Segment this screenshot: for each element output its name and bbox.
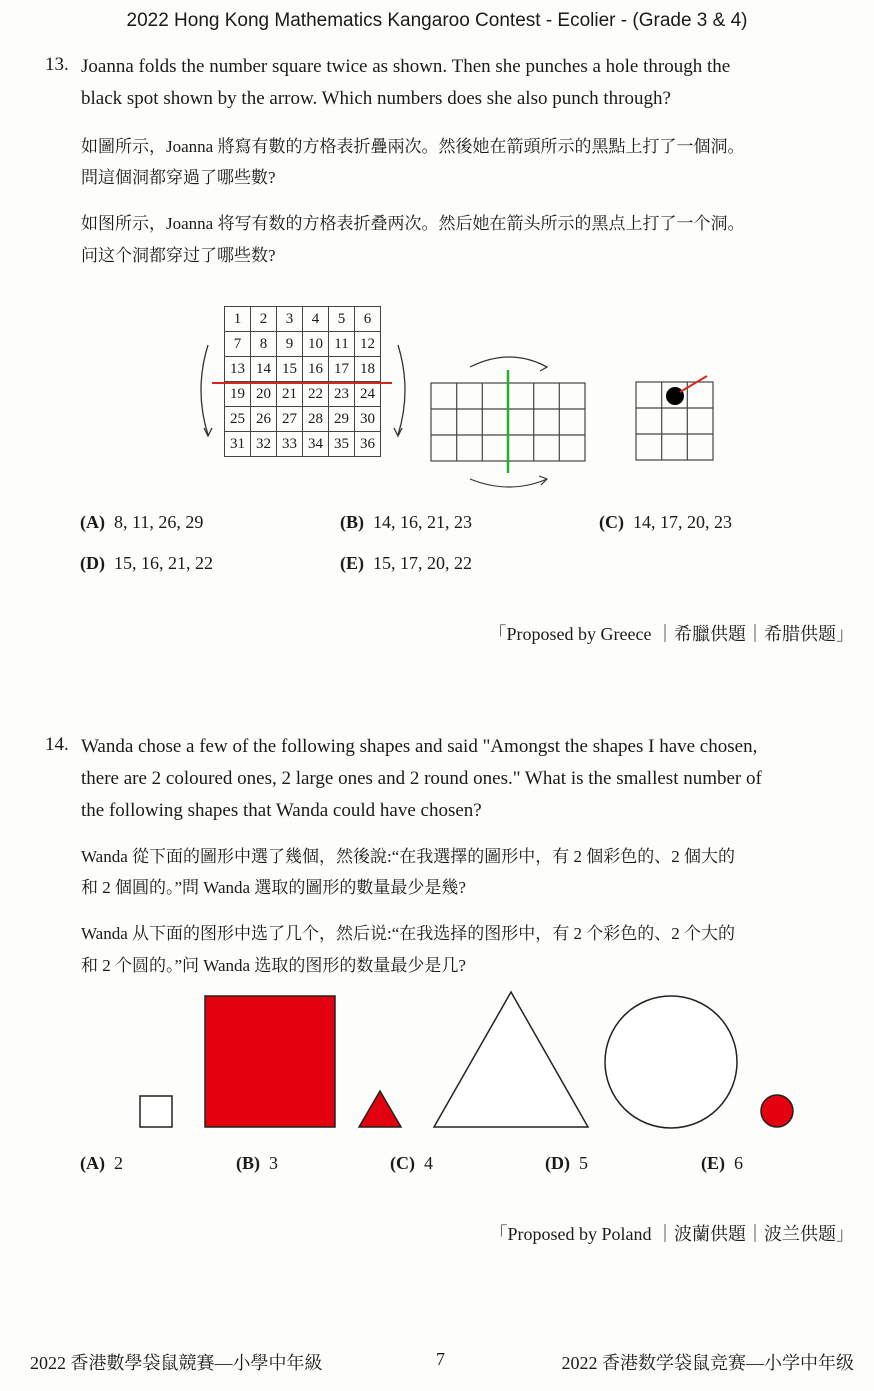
black-spot bbox=[666, 387, 684, 405]
grid-cell: 16 bbox=[303, 357, 329, 382]
chinese-traditional-line: 和 2 個圓的。”問 Wanda 選取的圖形的數量最少是幾? bbox=[81, 878, 466, 897]
grid-cell: 27 bbox=[277, 407, 303, 432]
grid-cell: 6 bbox=[355, 307, 381, 332]
proposed-by-credit: 「Proposed by Poland ｜波蘭供題｜波兰供题」 bbox=[489, 1224, 854, 1244]
question-number: 13. bbox=[45, 54, 69, 75]
question-text-line: the following shapes that Wanda could have chosen? bbox=[81, 800, 482, 821]
page-number: 7 bbox=[436, 1349, 445, 1369]
small-white-square bbox=[140, 1096, 172, 1127]
grid-cell: 34 bbox=[303, 432, 329, 457]
question-text-line: Wanda chose a few of the following shapes and said "Amongst the shapes I have chosen, bbox=[81, 736, 758, 757]
chinese-traditional-line: Wanda 從下面的圖形中選了幾個，然後說:“在我選擇的圖形中，有 2 個彩色的、2 個大的 bbox=[81, 847, 736, 866]
question-number: 14. bbox=[45, 734, 69, 755]
option-value: 15, 16, 21, 22 bbox=[114, 553, 213, 573]
chinese-simplified-line: 如图所示，Joanna 将写有数的方格表折叠两次。然后她在箭头所示的黑点上打了一个洞。 bbox=[81, 214, 745, 233]
fold-arrow-right bbox=[398, 345, 405, 435]
large-red-square bbox=[205, 996, 335, 1127]
grid-cell: 21 bbox=[277, 382, 303, 407]
grid-cell: 36 bbox=[355, 432, 381, 457]
option-b[interactable] bbox=[236, 1153, 278, 1174]
grid-cell: 3 bbox=[277, 307, 303, 332]
grid-cell: 13 bbox=[225, 357, 251, 382]
grid-cell: 10 bbox=[303, 332, 329, 357]
option-label: (E) bbox=[701, 1153, 725, 1173]
small-red-triangle bbox=[359, 1091, 401, 1127]
fold-arrow-top bbox=[470, 357, 547, 367]
option-label: (E) bbox=[340, 553, 364, 573]
fold-arrow-left bbox=[201, 345, 208, 435]
grid-cell: 17 bbox=[329, 357, 355, 382]
grid-cell: 7 bbox=[225, 332, 251, 357]
grid-cell: 24 bbox=[355, 382, 381, 407]
option-d[interactable] bbox=[80, 553, 213, 574]
option-label: (A) bbox=[80, 512, 105, 532]
option-a[interactable] bbox=[80, 1153, 123, 1174]
grid-cell: 5 bbox=[329, 307, 355, 332]
option-value: 6 bbox=[734, 1153, 743, 1173]
second-fold-diagram bbox=[425, 345, 595, 495]
chinese-simplified-line: 和 2 个圆的。”问 Wanda 选取的图形的数量最少是几? bbox=[81, 956, 466, 975]
option-value: 2 bbox=[114, 1153, 123, 1173]
option-e[interactable] bbox=[340, 553, 472, 574]
grid-cell: 12 bbox=[355, 332, 381, 357]
option-label: (D) bbox=[80, 553, 105, 573]
small-red-circle bbox=[761, 1095, 793, 1127]
option-value: 14, 17, 20, 23 bbox=[633, 512, 732, 532]
large-white-circle bbox=[605, 996, 737, 1128]
option-value: 14, 16, 21, 23 bbox=[373, 512, 472, 532]
option-value: 8, 11, 26, 29 bbox=[114, 512, 204, 532]
grid-cell: 29 bbox=[329, 407, 355, 432]
option-a[interactable] bbox=[80, 512, 203, 533]
chinese-traditional-line: 如圖所示，Joanna 將寫有數的方格表折疊兩次。然後她在箭頭所示的黑點上打了一個洞。 bbox=[81, 137, 745, 156]
grid-cell: 26 bbox=[251, 407, 277, 432]
grid-cell: 22 bbox=[303, 382, 329, 407]
question-text-line: black spot shown by the arrow. Which numbers does she also punch through? bbox=[81, 88, 671, 109]
grid-cell: 28 bbox=[303, 407, 329, 432]
first-fold-diagram bbox=[190, 300, 420, 470]
grid-cell: 30 bbox=[355, 407, 381, 432]
option-e[interactable] bbox=[701, 1153, 743, 1174]
grid-cell: 31 bbox=[225, 432, 251, 457]
footer-right: 2022 香港数学袋鼠竞赛—小学中年级 bbox=[561, 1353, 854, 1373]
option-label: (C) bbox=[599, 512, 624, 532]
grid-cell: 15 bbox=[277, 357, 303, 382]
grid-cell: 14 bbox=[251, 357, 277, 382]
option-label: (B) bbox=[236, 1153, 260, 1173]
option-b[interactable] bbox=[340, 512, 472, 533]
folded-result-diagram bbox=[630, 370, 722, 466]
grid-cell: 1 bbox=[225, 307, 251, 332]
grid-cell: 19 bbox=[225, 382, 251, 407]
grid-cell: 18 bbox=[355, 357, 381, 382]
grid-cell: 33 bbox=[277, 432, 303, 457]
grid-cell: 2 bbox=[251, 307, 277, 332]
option-value: 5 bbox=[579, 1153, 588, 1173]
option-c[interactable] bbox=[390, 1153, 433, 1174]
chinese-simplified-line: 问这个洞都穿过了哪些数? bbox=[81, 246, 276, 265]
option-label: (A) bbox=[80, 1153, 105, 1173]
grid-cell: 8 bbox=[251, 332, 277, 357]
grid-cell: 35 bbox=[329, 432, 355, 457]
option-c[interactable] bbox=[599, 512, 732, 533]
grid-cell: 4 bbox=[303, 307, 329, 332]
pointer-arrow bbox=[680, 376, 707, 392]
grid-cell: 11 bbox=[329, 332, 355, 357]
option-d[interactable] bbox=[545, 1153, 588, 1174]
option-label: (B) bbox=[340, 512, 364, 532]
option-label: (D) bbox=[545, 1153, 570, 1173]
grid-cell: 20 bbox=[251, 382, 277, 407]
option-value: 4 bbox=[424, 1153, 433, 1173]
chinese-traditional-line: 問這個洞都穿過了哪些數? bbox=[81, 168, 276, 187]
option-value: 3 bbox=[269, 1153, 278, 1173]
question-text-line: Joanna folds the number square twice as shown. Then she punches a hole through the bbox=[81, 56, 731, 77]
grid-cell: 32 bbox=[251, 432, 277, 457]
shapes-diagram bbox=[130, 985, 810, 1135]
grid-cell: 23 bbox=[329, 382, 355, 407]
large-white-triangle bbox=[434, 992, 588, 1127]
question-text-line: there are 2 coloured ones, 2 large ones and 2 round ones." What is the smallest number of bbox=[81, 768, 762, 789]
page-header: 2022 Hong Kong Mathematics Kangaroo Contest - Ecolier - (Grade 3 & 4) bbox=[126, 10, 748, 31]
grid-cell: 25 bbox=[225, 407, 251, 432]
chinese-simplified-line: Wanda 从下面的图形中选了几个，然后说:“在我选择的图形中，有 2 个彩色的、2 个大的 bbox=[81, 924, 736, 943]
option-label: (C) bbox=[390, 1153, 415, 1173]
option-value: 15, 17, 20, 22 bbox=[373, 553, 472, 573]
footer-left: 2022 香港數學袋鼠競賽—小學中年級 bbox=[30, 1353, 323, 1373]
proposed-by-credit: 「Proposed by Greece ｜希臘供題｜希腊供题」 bbox=[488, 624, 854, 644]
grid-cell: 9 bbox=[277, 332, 303, 357]
fold-arrow-bottom bbox=[470, 479, 547, 487]
